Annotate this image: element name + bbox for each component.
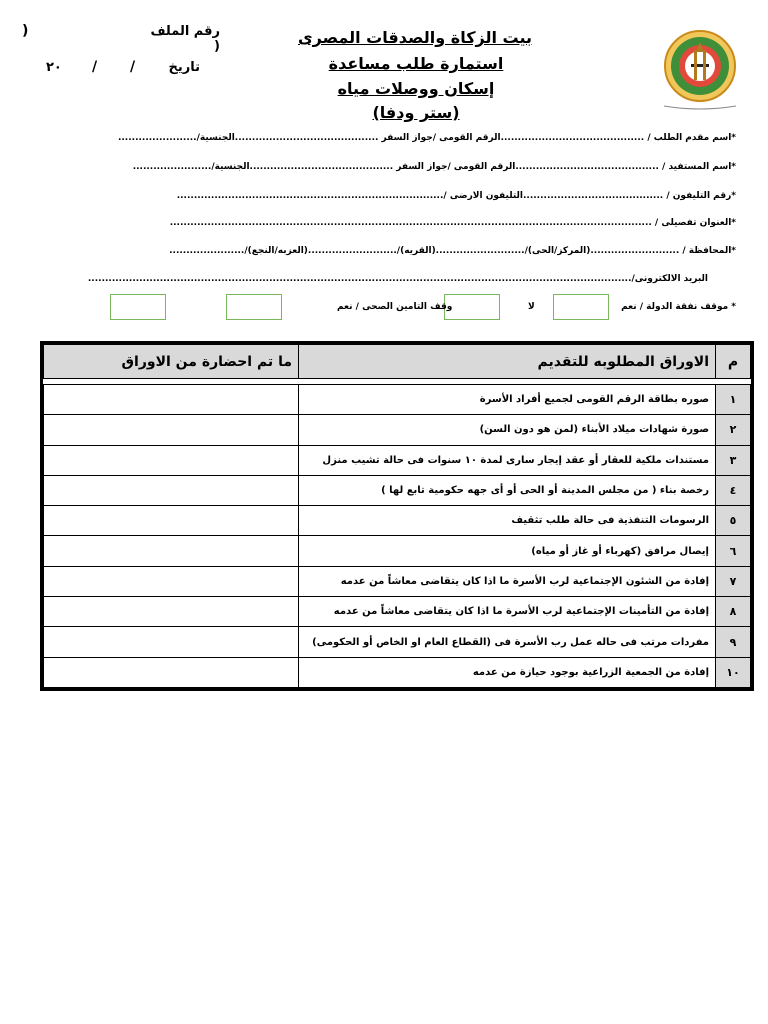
required-document: مفردات مرتب فى حاله عمل رب الأسرة فى (القطاع العام او الخاص أو الحكومى) bbox=[299, 627, 716, 657]
submitted-document-cell[interactable] bbox=[44, 657, 299, 687]
organization-name: بيت الزكاة والصدقات المصرى bbox=[298, 28, 532, 47]
state-funded-label: * موقف نفقة الدولة / نعم bbox=[621, 302, 736, 312]
required-document: الرسومات التنفذية فى حالة طلب تثقيف bbox=[299, 506, 716, 536]
table-row bbox=[44, 566, 751, 596]
no-label: لا bbox=[528, 302, 535, 312]
submitted-document-cell[interactable] bbox=[44, 536, 299, 566]
row-number: ٤ bbox=[716, 475, 751, 505]
organization-logo bbox=[654, 22, 746, 118]
submitted-document-cell[interactable] bbox=[44, 627, 299, 657]
table-row bbox=[44, 627, 751, 657]
column-header-number: م bbox=[716, 345, 751, 379]
governorate-field[interactable]: *المحافظة / ..........................(المركز/الحى)/..........................(القريه)/..........................(العزبه/النجع)/...................... bbox=[169, 246, 736, 256]
form-title: استمارة طلب مساعدة bbox=[328, 54, 504, 73]
state-funded-yes-box[interactable] bbox=[553, 294, 609, 320]
row-number: ٣ bbox=[716, 445, 751, 475]
table-row bbox=[44, 506, 751, 536]
health-insurance-no-box[interactable] bbox=[110, 294, 166, 320]
email-field[interactable]: البريد الالكترونى/............................................................................................................................................................... bbox=[87, 274, 708, 284]
table-row bbox=[44, 657, 751, 687]
form-program: (ستر ودفا) bbox=[372, 103, 460, 122]
submitted-document-cell[interactable] bbox=[44, 506, 299, 536]
table-row bbox=[44, 415, 751, 445]
date-separator: / bbox=[92, 59, 98, 75]
phone-field[interactable]: *رقم التليفون / .........................................التليفون الارضى /.............................................................................. bbox=[176, 191, 736, 201]
table-row bbox=[44, 385, 751, 415]
row-number: ٧ bbox=[716, 566, 751, 596]
date-year: ٢٠ bbox=[46, 60, 62, 75]
submitted-document-cell[interactable] bbox=[44, 566, 299, 596]
required-document: إفادة من الجمعية الزراعية بوجود حيازة من عدمه bbox=[299, 657, 716, 687]
applicant-name-field[interactable]: *اسم مقدم الطلب / ..........................................الرقم القومى /جواز السفر ..........................................الجنسية/....................... bbox=[117, 133, 736, 143]
submitted-document-cell[interactable] bbox=[44, 385, 299, 415]
row-number: ٦ bbox=[716, 536, 751, 566]
form-subtitle: إسكان ووصلات مياه bbox=[337, 79, 495, 98]
date-separator: / bbox=[130, 59, 136, 75]
row-number: ١٠ bbox=[716, 657, 751, 687]
row-number: ٥ bbox=[716, 506, 751, 536]
submitted-document-cell[interactable] bbox=[44, 445, 299, 475]
submitted-document-cell[interactable] bbox=[44, 415, 299, 445]
address-field[interactable]: *العنوان تفصيلى / ............................................................................................................................................. bbox=[169, 218, 736, 228]
required-document: رخصة بناء ( من مجلس المدينة أو الحى أو أى جهه حكومية تابع لها ) bbox=[299, 475, 716, 505]
row-number: ١ bbox=[716, 385, 751, 415]
health-insurance-yes-box[interactable] bbox=[226, 294, 282, 320]
column-header-submitted-docs: ما تم احضارة من الاوراق bbox=[44, 345, 299, 379]
health-insurance-label: وقف التامين الصحى / نعم bbox=[337, 302, 453, 312]
row-number: ٢ bbox=[716, 415, 751, 445]
required-document: إفادة من التأمينات الإجتماعية لرب الأسرة ما اذا كان يتقاضى معاشاً من عدمه bbox=[299, 597, 716, 627]
date-label: تاريخ bbox=[168, 60, 200, 75]
required-document: إفادة من الشئون الإجتماعية لرب الأسرة ما اذا كان يتقاضى معاشاً من عدمه bbox=[299, 566, 716, 596]
column-header-required-docs: الاوراق المطلوبه للتقديم bbox=[299, 345, 716, 379]
table-row bbox=[44, 597, 751, 627]
required-document: مستندات ملكية للعقار أو عقد إيجار سارى لمدة ١٠ سنوات فى حالة تشيب منزل bbox=[299, 445, 716, 475]
file-number-label: رقم الملف ( bbox=[150, 24, 220, 54]
required-document: صوره بطاقة الرقم القومى لجميع أفراد الأسرة bbox=[299, 385, 716, 415]
submitted-document-cell[interactable] bbox=[44, 597, 299, 627]
required-document: صورة شهادات ميلاد الأبناء (لمن هو دون السن) bbox=[299, 415, 716, 445]
row-number: ٨ bbox=[716, 597, 751, 627]
table-row bbox=[44, 445, 751, 475]
required-document: إيصال مرافق (كهرباء أو غاز أو مياه) bbox=[299, 536, 716, 566]
documents-table bbox=[40, 341, 754, 691]
beneficiary-name-field[interactable]: *اسم المستفيد / ..........................................الرقم القومى /جواز السفر ..........................................الجنسية/....................... bbox=[132, 162, 736, 172]
table-row bbox=[44, 536, 751, 566]
file-number-close: ) bbox=[22, 23, 29, 39]
state-funded-no-box[interactable] bbox=[444, 294, 500, 320]
table-row bbox=[44, 475, 751, 505]
submitted-document-cell[interactable] bbox=[44, 475, 299, 505]
row-number: ٩ bbox=[716, 627, 751, 657]
